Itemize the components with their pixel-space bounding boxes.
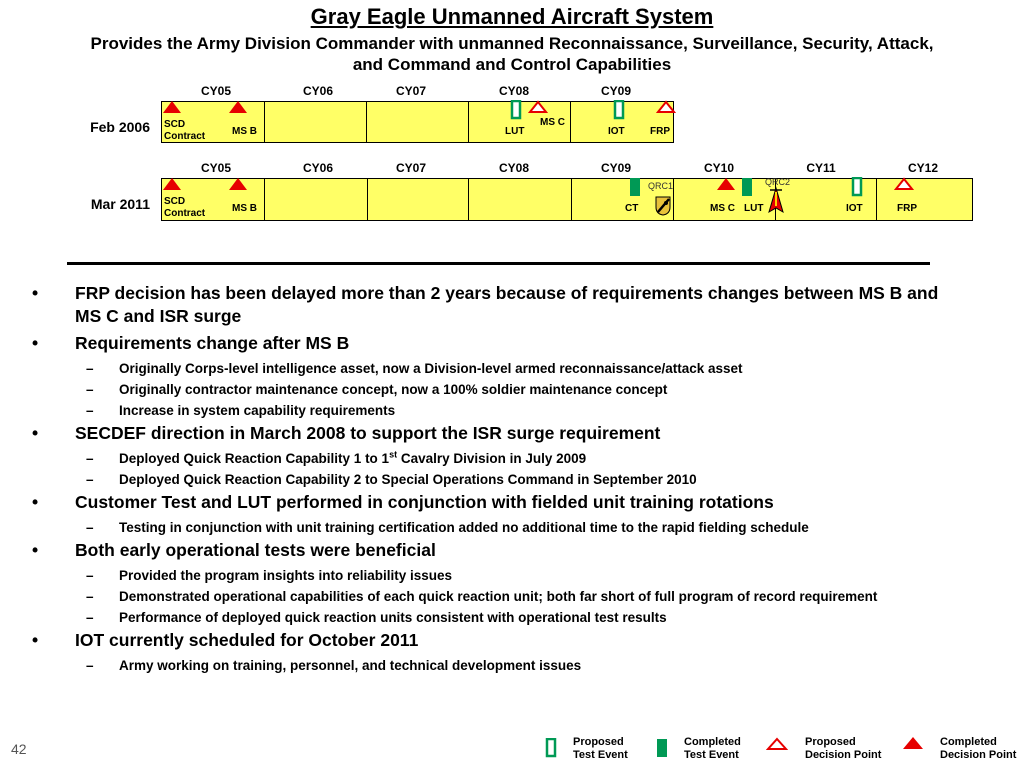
bullet-dot: •	[32, 333, 39, 353]
year-label: CY07	[395, 84, 427, 98]
year-cell	[367, 102, 469, 142]
year-cell	[265, 179, 368, 220]
legend-label: Test Event	[684, 749, 739, 761]
bullet-item	[28, 539, 958, 562]
sub-bullet-dash: –	[86, 520, 94, 535]
page-number: 42	[11, 741, 27, 757]
sub-bullet-item	[28, 401, 958, 421]
proposed-test-event-icon	[510, 100, 522, 120]
year-label: CY08	[498, 84, 530, 98]
sub-bullet-item	[28, 380, 958, 400]
year-cell	[368, 179, 470, 220]
completed-test-event-icon	[741, 177, 753, 197]
sub-bullet-item	[28, 470, 958, 490]
sub-bullet-dash: –	[86, 568, 94, 583]
bullet-item	[28, 332, 958, 355]
legend-item	[940, 736, 1016, 762]
sub-bullet-dash: –	[86, 451, 94, 466]
sub-bullet-dash: –	[86, 403, 94, 418]
cavalry-patch-icon	[654, 196, 672, 216]
year-label: CY11	[806, 161, 836, 175]
section-divider	[67, 262, 930, 265]
event-label-ms-b: MS B	[232, 126, 257, 137]
proposed-test-event-icon	[613, 100, 625, 120]
sub-bullet-dash: –	[86, 589, 94, 604]
year-label: CY09	[600, 84, 632, 98]
sub-bullet-text: Deployed Quick Reaction Capability 1 to 1st Cavalry Division in July 2009	[119, 449, 587, 466]
event-label-qrc1: QRC1	[648, 181, 674, 191]
sub-bullet-item	[28, 656, 958, 676]
sub-bullet-dash: –	[86, 472, 94, 487]
legend-item	[805, 736, 881, 762]
legend-item	[684, 736, 741, 762]
bullet-text: SECDEF direction in March 2008 to support the ISR surge requirement	[75, 423, 661, 443]
sub-bullet-text: Performance of deployed quick reaction units consistent with operational test results	[119, 610, 667, 625]
sub-bullet-dash: –	[86, 658, 94, 673]
bullet-dot: •	[32, 283, 39, 303]
year-label: CY05	[200, 161, 232, 175]
event-label-contract: Contract	[164, 208, 206, 219]
year-label: CY07	[395, 161, 427, 175]
proposed-decision-point-icon	[894, 177, 914, 191]
year-label: CY05	[200, 84, 232, 98]
event-label-qrc2: QRC2	[765, 177, 791, 187]
sub-bullet-text: Originally Corps-level intelligence asset, now a Division-level armed reconnaissance/attack asset	[119, 361, 743, 376]
year-label: CY06	[302, 161, 334, 175]
completed-decision-point-icon	[716, 177, 736, 191]
event-label-ms-b: MS B	[232, 203, 257, 214]
proposed-decision-point-icon	[656, 100, 676, 114]
legend-label: Completed	[940, 736, 997, 748]
bullet-dot: •	[32, 492, 39, 512]
event-label-contract: Contract	[164, 131, 206, 142]
legend-label: Test Event	[573, 749, 628, 761]
event-label-lut: LUT	[744, 203, 764, 214]
legend-label: Decision Point	[805, 749, 882, 761]
completed-decision-point-icon	[902, 736, 924, 750]
event-label-ms-c: MS C	[710, 203, 735, 214]
sub-bullet-text: Originally contractor maintenance concept, now a 100% soldier maintenance concept	[119, 382, 668, 397]
event-label-ms-c: MS C	[540, 117, 565, 128]
sub-bullet-text: Increase in system capability requirements	[119, 403, 396, 418]
sub-bullet-item	[28, 359, 958, 379]
proposed-decision-point-icon	[528, 100, 548, 114]
year-cell	[265, 102, 368, 142]
bullet-text: IOT currently scheduled for October 2011	[75, 630, 419, 650]
proposed-test-event-icon	[545, 738, 557, 758]
sub-bullet-dash: –	[86, 610, 94, 625]
bullet-text: Requirements change after MS B	[75, 333, 350, 353]
sub-bullet-text: Testing in conjunction with unit training certification added no additional time to the rapid fielding schedule	[119, 520, 809, 535]
bullet-dot: •	[32, 630, 39, 650]
sub-bullet-item	[28, 608, 958, 628]
year-label: CY09	[600, 161, 632, 175]
event-label-iot: IOT	[846, 203, 863, 214]
bullet-dot: •	[32, 540, 39, 560]
year-label: CY08	[498, 161, 530, 175]
legend-label: Proposed	[573, 736, 624, 748]
completed-decision-point-icon	[162, 100, 182, 114]
legend-item	[573, 736, 628, 762]
year-cell	[877, 179, 972, 220]
completed-decision-point-icon	[228, 100, 248, 114]
event-label-frp: FRP	[897, 203, 917, 214]
completed-test-event-icon	[656, 738, 668, 758]
timeline-row-label: Mar 2011	[90, 196, 150, 212]
sub-bullet-dash: –	[86, 382, 94, 397]
year-label: CY12	[907, 161, 939, 175]
sub-bullet-text: Provided the program insights into reliability issues	[119, 568, 453, 583]
legend-label: Decision Point	[940, 749, 1017, 761]
sub-bullet-text: Demonstrated operational capabilities of each quick reaction unit; both far short of full program of record requirement	[119, 589, 878, 604]
page-subtitle: Provides the Army Division Commander with unmanned Reconnaissance, Surveillance, Security, Attack, and Command and Control Capabilities	[90, 34, 934, 74]
year-label: CY10	[703, 161, 735, 175]
completed-decision-point-icon	[228, 177, 248, 191]
proposed-test-event-icon	[851, 177, 863, 197]
year-cell	[469, 179, 572, 220]
bullet-item	[28, 422, 958, 445]
completed-decision-point-icon	[162, 177, 182, 191]
event-label-scd: SCD	[164, 196, 186, 207]
sub-bullet-item	[28, 449, 958, 469]
sub-bullet-text: Deployed Quick Reaction Capability 2 to Special Operations Command in September 2010	[119, 472, 697, 487]
bullet-text: Both early operational tests were beneficial	[75, 540, 436, 560]
year-label: CY06	[302, 84, 334, 98]
event-label-ct: CT	[625, 203, 639, 214]
completed-test-event-icon	[629, 177, 641, 197]
bullet-list	[28, 282, 958, 677]
bullet-item	[28, 491, 958, 514]
bullet-item	[28, 282, 958, 328]
legend-label: Completed	[684, 736, 741, 748]
timeline-row-label: Feb 2006	[90, 119, 150, 135]
sub-bullet-text: Army working on training, personnel, and technical development issues	[119, 658, 582, 673]
bullet-item	[28, 629, 958, 652]
event-label-lut: LUT	[505, 126, 525, 137]
bullet-dot: •	[32, 423, 39, 443]
sub-bullet-item	[28, 566, 958, 586]
bullet-text: FRP decision has been delayed more than 2 years because of requirements changes between MS B and MS C and ISR surge	[75, 283, 939, 326]
sub-bullet-item	[28, 518, 958, 538]
proposed-decision-point-icon	[766, 737, 788, 751]
sub-bullet-dash: –	[86, 361, 94, 376]
special-operations-patch-icon	[766, 186, 786, 216]
event-label-frp: FRP	[650, 126, 670, 137]
page-title: Gray Eagle Unmanned Aircraft System	[310, 4, 714, 29]
bullet-text: Customer Test and LUT performed in conjunction with fielded unit training rotations	[75, 492, 774, 512]
event-label-iot: IOT	[608, 126, 625, 137]
legend-label: Proposed	[805, 736, 856, 748]
event-label-scd: SCD	[164, 119, 186, 130]
sub-bullet-item	[28, 587, 958, 607]
